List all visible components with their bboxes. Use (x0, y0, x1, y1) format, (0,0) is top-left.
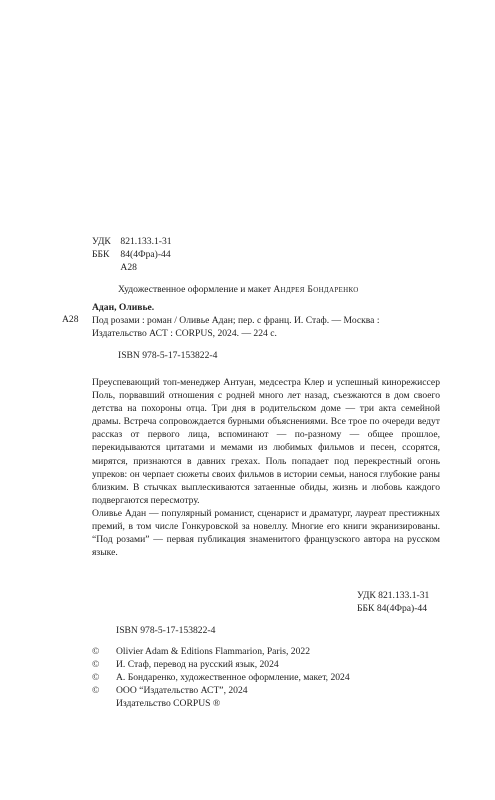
entry-line-2: Издательство АСТ : CORPUS, 2024. — 224 с. (92, 328, 277, 340)
udk-row (92, 235, 172, 248)
entry-author: Адан, Оливье. (92, 302, 155, 313)
copyright-line: © И. Стаф, перевод на русский язык, 2024 (92, 659, 279, 671)
copyright-block (92, 645, 350, 710)
design-credit (118, 283, 359, 296)
designer-name: Андрея Бондаренко (273, 284, 359, 295)
design-credit-prefix: Художественное оформление и макет (118, 284, 274, 295)
bbk-row (92, 248, 172, 261)
entry-isbn: ISBN 978-5-17-153822-4 (118, 350, 218, 362)
annotation-paragraph-1: Преуспевающий топ-менеджер Антуан, медсестра Клер и успешный кинорежиссер Поль, порвавший отношения с родней много лет назад, съезжаются в дом своего детства на похороны отца. Три дня в родительском доме — три акта семейной драмы. Встреча сопровождается бурными объяснениями. Все трое по очереди ведут рассказ от первого лица, вспоминают — по-разному — общее прошлое, перекидываются цитатами и мемами из любимых фильмов и песен, ссорятся, мирятся, признаются в давних грехах. Поль попадает под перекрестный огонь упреков: он черпает сюжеты своих фильмов в истории семьи, нанося глубокие раны близким. В стычках выплескиваются затаенные обиды, жизнь и любовь каждого подвергаются пересмотру. (92, 377, 440, 506)
copyright-line: © Olivier Adam & Editions Flammarion, Paris, 2022 (92, 646, 310, 657)
copyright-symbol: © (92, 672, 100, 684)
copyright-symbol: © (92, 685, 100, 697)
copyright-line: Издательство CORPUS ® (116, 698, 221, 710)
copyright-symbol: © (92, 646, 100, 657)
footer-udk: УДК 821.133.1-31 (357, 590, 430, 601)
copyright-isbn-block (92, 624, 215, 637)
annotation-paragraph-2: Оливье Адан — популярный романист, сценарист и драматург, лауреат престижных премий, в том числе Гонкуровской за новеллу. Многие его книги экранизированы. “Под розами” — первая публикация знаменитого французского автора на русском языке. (92, 507, 440, 559)
bibliographic-entry (92, 301, 437, 362)
annotation (92, 376, 440, 559)
side-author-mark: А28 (62, 314, 79, 325)
footer-bbk: ББК 84(4Фра)-44 (357, 603, 428, 615)
bbk-label: ББК (92, 249, 110, 261)
copyright-line: © ООО “Издательство АСТ”, 2024 (92, 685, 248, 697)
copyright-isbn: ISBN 978-5-17-153822-4 (116, 625, 216, 636)
bbk-value: 84(4Фра)-44 (120, 249, 171, 261)
entry-line-1: Под розами : роман / Оливье Адан; пер. с франц. И. Стаф. — Москва : (92, 315, 380, 327)
author-mark: А28 (120, 262, 137, 274)
classification-block (92, 235, 172, 274)
udk-value: 821.133.1-31 (120, 236, 172, 247)
udk-label: УДК (92, 236, 111, 247)
copyright-symbol: © (92, 659, 100, 671)
footer-classification (357, 589, 429, 615)
copyright-line: © А. Бондаренко, художественное оформление, макет, 2024 (92, 672, 350, 684)
author-mark-row (92, 261, 172, 274)
